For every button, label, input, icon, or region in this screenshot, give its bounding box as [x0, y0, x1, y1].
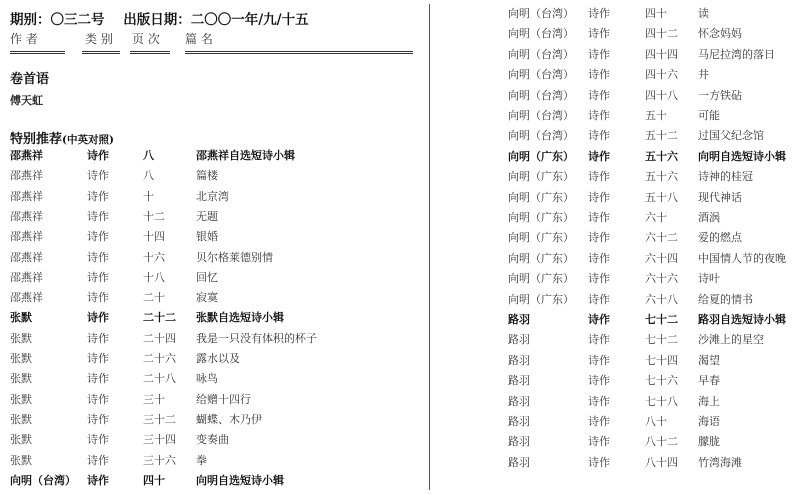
toc-title: 诗叶 [698, 272, 720, 286]
toc-row [10, 166, 420, 186]
toc-category: 诗作 [87, 331, 109, 345]
toc-category: 诗作 [588, 374, 610, 388]
toc-page: 六十八 [645, 292, 678, 306]
toc-category: 诗作 [588, 190, 610, 204]
toc-category: 诗作 [87, 230, 109, 244]
toc-category: 诗作 [588, 7, 610, 20]
toc-title: 银婚 [196, 230, 218, 244]
toc-row [508, 65, 800, 85]
toc-category: 诗作 [87, 433, 109, 447]
column-divider [429, 4, 430, 490]
toc-title: 给夏的情书 [698, 292, 753, 306]
toc-category: 诗作 [588, 435, 610, 449]
toc-author: 向明（广东） [508, 211, 574, 224]
toc-author: 路羽 [508, 374, 530, 388]
toc-author: 路羽 [508, 313, 530, 326]
toc-title: 现代神话 [698, 190, 742, 204]
toc-page: 十四 [143, 230, 165, 244]
special-subtitle: (中英对照) [62, 134, 114, 146]
toc-page: 四十 [143, 473, 165, 487]
toc-row [508, 126, 800, 146]
toc-author: 邵燕祥 [10, 149, 43, 162]
toc-page: 十六 [143, 250, 165, 264]
toc-row [10, 390, 420, 410]
toc-category: 诗作 [588, 170, 610, 184]
issue-number: 期别：〇三二号 [10, 12, 105, 28]
toc-category: 诗作 [588, 415, 610, 428]
toc-row [10, 308, 420, 328]
toc-category: 诗作 [588, 211, 610, 224]
toc-row [508, 4, 800, 24]
toc-row [10, 349, 420, 369]
toc-page: 七十二 [645, 313, 678, 326]
toc-title: 向明自选短诗小辑 [196, 473, 284, 487]
toc-title: 蝴蝶、木乃伊 [196, 412, 262, 426]
toc-category: 诗作 [87, 311, 109, 325]
toc-title: 渴望 [698, 353, 720, 367]
toc-title: 海上 [698, 394, 720, 408]
toc-title: 向明自选短诗小辑 [698, 149, 786, 163]
toc-row [508, 371, 800, 391]
toc-page: 四十四 [645, 47, 678, 61]
toc-row [508, 45, 800, 65]
toc-row [508, 310, 800, 330]
toc-row [508, 392, 800, 412]
toc-title: 早春 [698, 374, 720, 388]
toc-title: 怀念妈妈 [698, 27, 742, 41]
header-category: 类 别 [85, 32, 113, 46]
toc-title: 沙滩上的星空 [698, 333, 764, 347]
toc-title: 路羽自选短诗小辑 [698, 313, 786, 326]
toc-title: 露水以及 [196, 352, 240, 365]
toc-category: 诗作 [588, 394, 610, 408]
toc-author: 向明（广东） [508, 190, 574, 204]
toc-title: 爱的燃点 [698, 231, 742, 245]
header-rule-title [185, 51, 413, 54]
toc-title: 给赠十四行 [196, 392, 251, 406]
toc-row [508, 167, 800, 187]
toc-row [508, 290, 800, 310]
toc-category: 诗作 [87, 473, 109, 487]
toc-page: 六十二 [645, 231, 678, 245]
toc-page: 六十四 [645, 251, 678, 265]
special-heading [10, 128, 114, 147]
toc-author: 向明（广东） [508, 170, 574, 184]
toc-author: 张默 [10, 372, 32, 386]
toc-title: 海语 [698, 415, 720, 428]
toc-title: 北京湾 [196, 189, 229, 203]
toc-author: 向明（广东） [508, 272, 574, 286]
toc-title: 变奏曲 [196, 433, 229, 447]
toc-author: 邵燕祥 [10, 250, 43, 264]
toc-category: 诗作 [87, 250, 109, 264]
toc-category: 诗作 [87, 453, 109, 467]
toc-row [10, 430, 420, 450]
toc-author: 张默 [10, 392, 32, 406]
toc-row [10, 471, 420, 491]
toc-page: 三十六 [143, 453, 176, 467]
toc-category: 诗作 [87, 352, 109, 365]
toc-row [10, 146, 420, 166]
toc-page: 七十二 [645, 333, 678, 347]
toc-title: 朦胧 [698, 435, 720, 449]
toc-row [10, 207, 420, 227]
toc-row [10, 369, 420, 389]
toc-category: 诗作 [588, 129, 610, 143]
toc-author: 邵燕祥 [10, 209, 43, 223]
toc-row [508, 188, 800, 208]
toc-author: 邵燕祥 [10, 189, 43, 203]
toc-category: 诗作 [87, 169, 109, 183]
toc-author: 张默 [10, 412, 32, 426]
toc-author: 向明（台湾） [508, 68, 574, 82]
toc-author: 向明（台湾） [508, 129, 574, 143]
toc-row [508, 249, 800, 269]
toc-page: 四十八 [645, 88, 678, 102]
toc-author: 张默 [10, 433, 32, 447]
toc-category: 诗作 [87, 372, 109, 386]
toc-row [10, 268, 420, 288]
toc-page: 八 [143, 149, 154, 162]
toc-category: 诗作 [588, 231, 610, 245]
toc-author: 邵燕祥 [10, 270, 43, 284]
toc-row [10, 248, 420, 268]
toc-page: 四十二 [645, 27, 678, 41]
preface-editor: 傅天虹 [10, 94, 43, 107]
toc-title: 咏鸟 [196, 372, 218, 386]
toc-author: 路羽 [508, 435, 530, 449]
toc-row [508, 269, 800, 289]
toc-author: 路羽 [508, 394, 530, 408]
header-rule-category [82, 51, 120, 54]
toc-title: 我是一只没有体积的杯子 [196, 331, 317, 345]
toc-title: 马尼拉湾的落日 [698, 47, 775, 61]
toc-category: 诗作 [588, 88, 610, 102]
toc-title: 过国父纪念馆 [698, 129, 764, 143]
toc-page: 八十 [645, 415, 667, 428]
toc-title: 拳 [196, 453, 207, 467]
toc-page: 八十四 [645, 455, 678, 469]
toc-category: 诗作 [87, 412, 109, 426]
toc-row [508, 228, 800, 248]
toc-row [508, 208, 800, 228]
header-title: 篇 名 [185, 32, 213, 46]
toc-page: 七十八 [645, 394, 678, 408]
toc-page: 二十六 [143, 352, 176, 365]
header-author: 作 者 [10, 32, 38, 46]
toc-author: 张默 [10, 311, 32, 325]
toc-page: 二十 [143, 291, 165, 305]
toc-row [10, 451, 420, 471]
toc-page: 五十六 [645, 170, 678, 184]
toc-category: 诗作 [588, 455, 610, 469]
toc-row [508, 24, 800, 44]
toc-author: 向明（台湾） [508, 7, 574, 20]
toc-title: 寂寞 [196, 291, 218, 305]
toc-title: 中国情人节的夜晚 [698, 251, 786, 265]
toc-author: 张默 [10, 331, 32, 345]
toc-page: 六十 [645, 211, 667, 224]
toc-row [10, 227, 420, 247]
toc-category: 诗作 [588, 353, 610, 367]
toc-row [508, 86, 800, 106]
toc-author: 向明（台湾） [508, 27, 574, 41]
toc-category: 诗作 [588, 68, 610, 82]
toc-row [508, 351, 800, 371]
issue-info [10, 8, 323, 28]
header-rule-page [130, 51, 170, 54]
toc-category: 诗作 [588, 109, 610, 122]
toc-author: 向明（台湾） [508, 109, 574, 122]
toc-row [508, 106, 800, 126]
toc-category: 诗作 [87, 270, 109, 284]
toc-row [10, 410, 420, 430]
toc-author: 邵燕祥 [10, 169, 43, 183]
toc-page: 二十四 [143, 331, 176, 345]
header-rule-author [10, 51, 65, 54]
toc-page: 五十 [645, 109, 667, 122]
toc-title: 竹湾海滩 [698, 455, 742, 469]
toc-title: 读 [698, 7, 709, 20]
toc-author: 路羽 [508, 333, 530, 347]
toc-title: 张默自选短诗小辑 [196, 311, 284, 325]
special-title: 特别推荐 [10, 132, 63, 147]
toc-title: 井 [698, 68, 709, 82]
toc-author: 邵燕祥 [10, 230, 43, 244]
toc-page: 六十六 [645, 272, 678, 286]
toc-category: 诗作 [588, 149, 610, 163]
toc-page: 八 [143, 169, 154, 183]
toc-page: 八十二 [645, 435, 678, 449]
toc-category: 诗作 [588, 272, 610, 286]
toc-row [508, 147, 800, 167]
toc-author: 向明（广东） [508, 251, 574, 265]
toc-page: 五十二 [645, 129, 678, 143]
toc-page: 十 [143, 189, 154, 203]
toc-row [508, 453, 800, 473]
toc-author: 张默 [10, 453, 32, 467]
toc-row [10, 288, 420, 308]
toc-page: 七十六 [645, 374, 678, 388]
toc-category: 诗作 [588, 27, 610, 41]
toc-category: 诗作 [588, 47, 610, 61]
toc-page: 三十二 [143, 412, 176, 426]
toc-page: 十二 [143, 209, 165, 223]
header-page: 页 次 [132, 32, 160, 46]
toc-author: 邵燕祥 [10, 291, 43, 305]
toc-category: 诗作 [588, 251, 610, 265]
toc-category: 诗作 [87, 149, 109, 162]
toc-title: 诗神的桂冠 [698, 170, 753, 184]
toc-page: 十八 [143, 270, 165, 284]
toc-page: 四十六 [645, 68, 678, 82]
toc-category: 诗作 [87, 189, 109, 203]
toc-title: 无题 [196, 209, 218, 223]
toc-row [10, 329, 420, 349]
toc-author: 向明（台湾） [508, 47, 574, 61]
toc-author: 向明（广东） [508, 231, 574, 245]
toc-page: 五十八 [645, 190, 678, 204]
toc-page: 五十六 [645, 149, 678, 163]
toc-row [508, 432, 800, 452]
toc-page: 二十二 [143, 311, 176, 325]
toc-title: 回忆 [196, 270, 218, 284]
toc-page: 二十八 [143, 372, 176, 386]
toc-category: 诗作 [87, 392, 109, 406]
toc-author: 向明（台湾） [10, 473, 76, 487]
toc-page: 七十四 [645, 353, 678, 367]
toc-row [508, 412, 800, 432]
toc-author: 向明（台湾） [508, 88, 574, 102]
toc-title: 酒涡 [698, 211, 720, 224]
toc-category: 诗作 [588, 313, 610, 326]
toc-author: 路羽 [508, 353, 530, 367]
toc-author: 路羽 [508, 415, 530, 428]
toc-category: 诗作 [87, 209, 109, 223]
toc-title: 篇楼 [196, 169, 218, 183]
toc-title: 邵燕祥自选短诗小辑 [196, 149, 295, 162]
publish-date: 出版日期：二〇〇一年/九/十五 [123, 12, 309, 28]
toc-row [508, 330, 800, 350]
toc-category: 诗作 [87, 291, 109, 305]
toc-row [10, 187, 420, 207]
toc-title: 贝尔格莱德别情 [196, 250, 273, 264]
toc-page: 四十 [645, 7, 667, 20]
toc-author: 路羽 [508, 455, 530, 469]
toc-page: 三十四 [143, 433, 176, 447]
toc-author: 张默 [10, 352, 32, 365]
toc-category: 诗作 [588, 333, 610, 347]
preface-heading: 卷首语 [10, 72, 50, 87]
toc-title: 可能 [698, 109, 720, 122]
toc-page: 三十 [143, 392, 165, 406]
toc-author: 向明（广东） [508, 292, 574, 306]
toc-category: 诗作 [588, 292, 610, 306]
toc-title: 一方铁砧 [698, 88, 742, 102]
right-column [508, 0, 800, 495]
toc-author: 向明（广东） [508, 149, 574, 163]
